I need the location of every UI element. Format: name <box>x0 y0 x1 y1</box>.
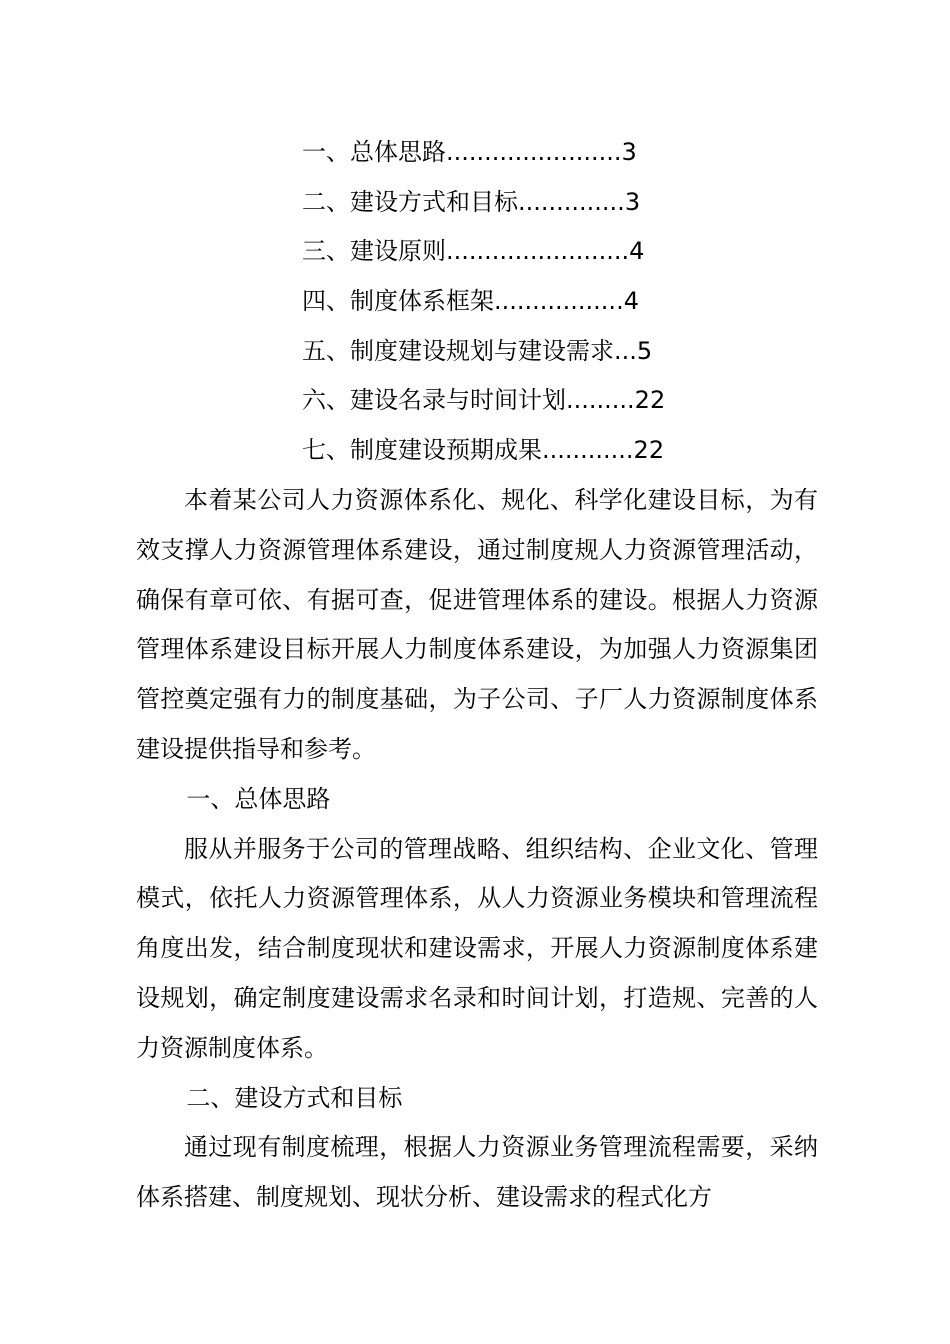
toc-item[interactable] <box>302 128 722 178</box>
toc-item-page: 22 <box>634 386 666 415</box>
toc-item-title: 二、建设方式和目标 <box>302 187 518 216</box>
section-heading-construction-method: 二、建设方式和目标 <box>186 1083 403 1112</box>
toc-item-leader: ....................... <box>446 138 622 166</box>
toc-item-leader: ................. <box>494 287 624 316</box>
toc-item[interactable] <box>302 426 722 476</box>
intro-paragraph: 本着某公司人力资源体系化、规化、科学化建设目标，为有效支撑人力资源管理体系建设，通过制度规人力资源管理活动，确保有章可依、有据可查，促进管理体系的建设。根据人力资源管理体系建设目标开展人力制度体系建设，为加强人力资源集团管控奠定强有力的制度基础，为子公司、子厂人力资源制度体系建设提供指导和参考。 <box>136 486 818 763</box>
toc-item-title: 七、制度建设预期成果 <box>302 436 542 465</box>
toc-item-page: 4 <box>629 237 645 266</box>
section-paragraph-overall-approach: 服从并服务于公司的管理战略、组织结构、企业文化、管理模式，依托人力资源管理体系，从人力资源业务模块和管理流程角度出发，结合制度现状和建设需求，开展人力资源制度体系建设规划，确定制度建设需求名录和时间计划，打造规、完善的人力资源制度体系。 <box>136 834 818 1062</box>
toc-item-leader: .............. <box>518 187 625 216</box>
toc-item-leader: ........................ <box>446 237 630 266</box>
toc-item-page: 22 <box>633 436 665 465</box>
toc-item-leader: ............ <box>542 436 634 465</box>
toc-item-title: 六、建设名录与时间计划 <box>302 386 566 415</box>
toc-item-title: 三、建设原则 <box>302 237 446 266</box>
toc-item-title: 四、制度体系框架 <box>302 287 494 316</box>
toc-item-leader: ......... <box>566 386 635 415</box>
toc-item[interactable] <box>302 178 722 228</box>
toc-item[interactable] <box>302 277 722 327</box>
toc-item-page: 4 <box>623 287 639 316</box>
toc-item-title: 一、总体思路 <box>302 138 446 166</box>
toc-item-title: 五、制度建设规划与建设需求 <box>302 336 614 365</box>
section-heading-overall-approach: 一、总体思路 <box>186 784 331 813</box>
toc-item-leader: ... <box>614 336 637 365</box>
document-body <box>136 476 818 1223</box>
section-paragraph-construction-method: 通过现有制度梳理，根据人力资源业务管理流程需要，采纳体系搭建、制度规划、现状分析、建设需求的程式化方 <box>136 1133 818 1212</box>
toc-item-page: 3 <box>624 187 641 216</box>
toc-item[interactable] <box>302 376 722 426</box>
table-of-contents <box>302 128 722 476</box>
toc-item[interactable] <box>302 327 722 377</box>
toc-item-page: 5 <box>636 336 653 365</box>
toc-item-page: 3 <box>621 138 637 166</box>
toc-item[interactable] <box>302 227 722 277</box>
